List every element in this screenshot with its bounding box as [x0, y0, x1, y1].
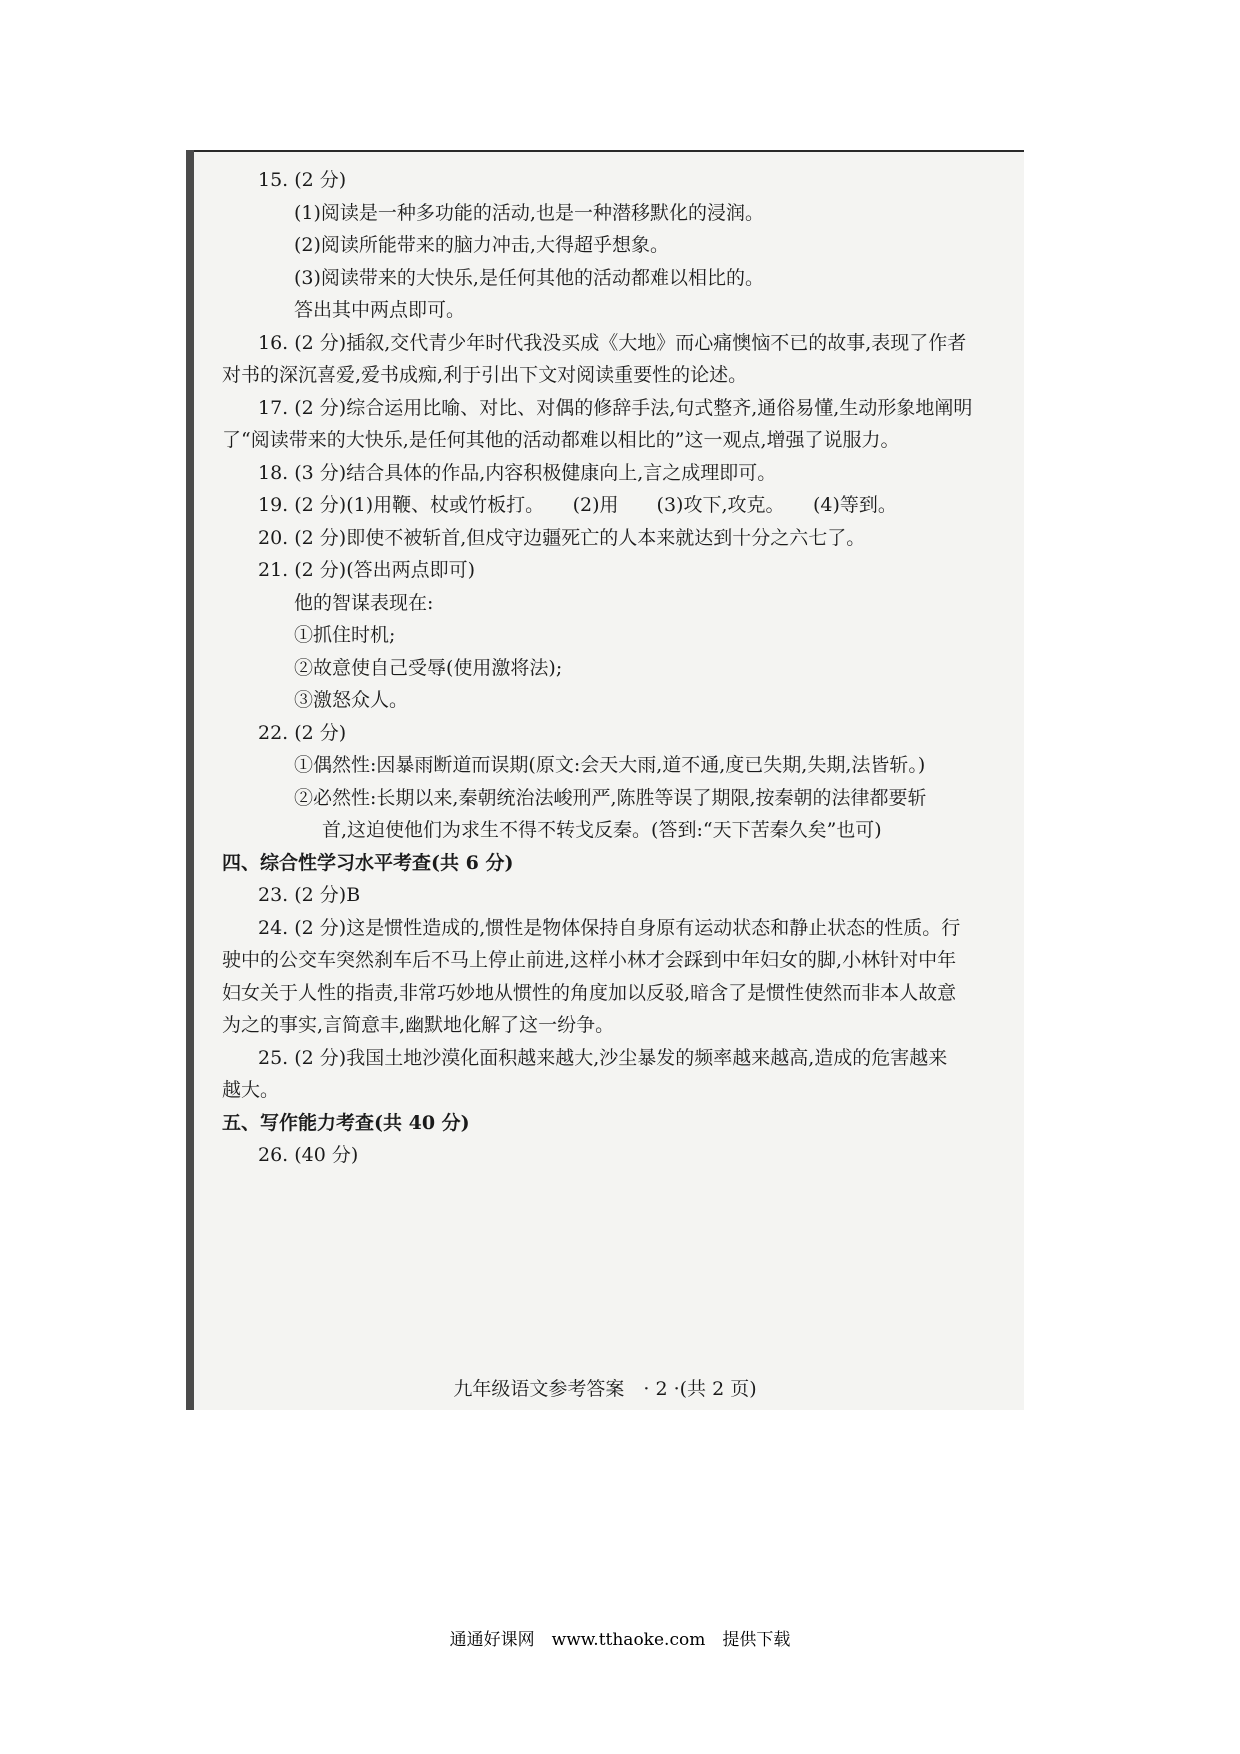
answer-line: ②必然性:长期以来,秦朝统治法峻刑严,陈胜等误了期限,按秦朝的法律都要斩: [294, 786, 927, 809]
answer-line: 答出其中两点即可。: [294, 299, 466, 321]
section-heading: 四、综合性学习水平考查(共 6 分): [222, 851, 514, 874]
answer-line: 越大。: [222, 1079, 280, 1101]
answer-line: ②故意使自己受辱(使用激将法);: [294, 656, 563, 679]
answer-line: 为之的事实,言简意丰,幽默地化解了这一纷争。: [222, 1014, 615, 1036]
answer-line: 对书的深沉喜爱,爱书成痴,利于引出下文对阅读重要性的论述。: [222, 364, 748, 386]
answer-line: (2)阅读所能带来的脑力冲击,大得超乎想象。: [294, 234, 669, 256]
answer-line: 15. (2 分): [258, 169, 347, 191]
answer-line: 24. (2 分)这是惯性造成的,惯性是物体保持自身原有运动状态和静止状态的性质。行: [258, 916, 961, 939]
answer-line: 23. (2 分)B: [258, 884, 361, 906]
download-watermark: 通通好课网 www.tthaoke.com 提供下载: [449, 1630, 791, 1650]
answer-line: 了“阅读带来的大快乐,是任何其他的活动都难以相比的”这一观点,增强了说服力。: [222, 429, 900, 451]
answer-line: 16. (2 分)插叙,交代青少年时代我没买成《大地》而心痛懊恼不已的故事,表现了作者: [258, 331, 967, 354]
page-footer: 九年级语文参考答案 · 2 ·(共 2 页): [453, 1378, 757, 1400]
answer-line: 18. (3 分)结合具体的作品,内容积极健康向上,言之成理即可。: [258, 461, 777, 484]
answer-content: [222, 164, 1012, 1172]
answer-line: ③激怒众人。: [294, 689, 409, 711]
answer-line: 首,这迫使他们为求生不得不转戈反秦。(答到:“天下苦秦久矣”也可): [322, 819, 882, 841]
answer-line: 他的智谋表现在:: [294, 591, 434, 614]
answer-line: (1)阅读是一种多功能的活动,也是一种潜移默化的浸润。: [294, 201, 764, 224]
answer-line: 25. (2 分)我国土地沙漠化面积越来越大,沙尘暴发的频率越来越高,造成的危害越来: [258, 1046, 948, 1069]
answer-line: ①偶然性:因暴雨断道而误期(原文:会天大雨,道不通,度已失期,失期,法皆斩。): [294, 754, 926, 776]
answer-line: 驶中的公交车突然刹车后不马上停止前进,这样小林才会踩到中年妇女的脚,小林针对中年: [222, 949, 957, 971]
answer-line: 22. (2 分): [258, 721, 347, 744]
section-heading: 五、写作能力考查(共 40 分): [222, 1111, 470, 1134]
scan-top-border: [186, 150, 1024, 152]
answer-line: 19. (2 分)(1)用鞭、杖或竹板打。 (2)用 (3)攻下,攻克。 (4)等到。: [258, 494, 897, 516]
answer-line: 26. (40 分): [258, 1144, 359, 1166]
answer-line: 21. (2 分)(答出两点即可): [258, 559, 476, 581]
scan-left-border: [186, 150, 194, 1410]
answer-line: 20. (2 分)即使不被斩首,但戍守边疆死亡的人本来就达到十分之六七了。: [258, 526, 866, 549]
answer-line: (3)阅读带来的大快乐,是任何其他的活动都难以相比的。: [294, 266, 764, 289]
answer-line: 妇女关于人性的指责,非常巧妙地从惯性的角度加以反驳,暗含了是惯性使然而非本人故意: [222, 981, 957, 1004]
answer-line: 17. (2 分)综合运用比喻、对比、对偶的修辞手法,句式整齐,通俗易懂,生动形象地阐明: [258, 396, 973, 419]
answer-line: ①抓住时机;: [294, 624, 396, 646]
